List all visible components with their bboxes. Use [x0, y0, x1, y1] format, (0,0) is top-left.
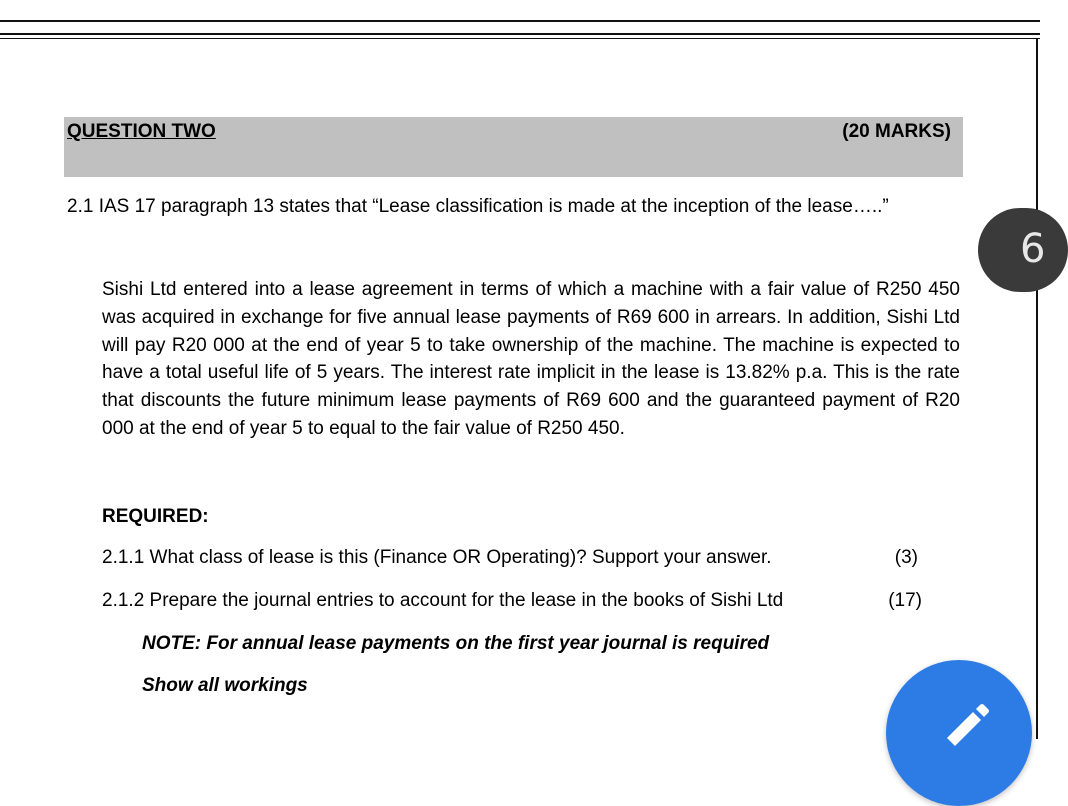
required-label: REQUIRED:: [102, 506, 209, 527]
note-text: NOTE: For annual lease payments on the first year journal is required: [142, 633, 770, 654]
question-header: [64, 117, 963, 177]
pencil-icon: [941, 698, 991, 748]
page-border: [1036, 38, 1038, 739]
question-intro: 2.1 IAS 17 paragraph 13 states that “Lease classification is made at the inception of the lease…..”: [67, 196, 889, 217]
task-text: 2.1.1 What class of lease is this (Finance OR Operating)? Support your answer.: [102, 547, 772, 568]
scenario-paragraph: Sishi Ltd entered into a lease agreement in terms of which a machine with a fair value of R250 450 was acquired in exchange for five annual lease payments of R69 600 in arrears. In addition, Sishi Ltd will pay R20 000 at the end of year 5 to take ownership of the machine. The machine is expected to have a total useful life of 5 years. The interest rate implicit in the lease is 13.82% p.a. This is the rate that discounts the future minimum lease payments of R69 600 and the guaranteed payment of R20 000 at the end of year 5 to equal to the fair value of R250 450.: [102, 279, 960, 439]
top-rule: [0, 20, 1040, 22]
task-marks: (3): [894, 547, 918, 568]
page-number-badge[interactable]: [978, 208, 1068, 292]
question-marks: (20 MARKS): [842, 121, 951, 142]
task-text: 2.1.2 Prepare the journal entries to account for the lease in the books of Sishi Ltd: [102, 590, 784, 611]
top-rule: [0, 38, 1040, 39]
page-number: 6: [1020, 226, 1046, 272]
task-marks: (17): [888, 590, 922, 611]
question-title: QUESTION TWO: [67, 121, 216, 142]
edit-button[interactable]: [886, 660, 1032, 806]
top-rule: [0, 33, 1040, 35]
workings-text: Show all workings: [142, 675, 308, 696]
